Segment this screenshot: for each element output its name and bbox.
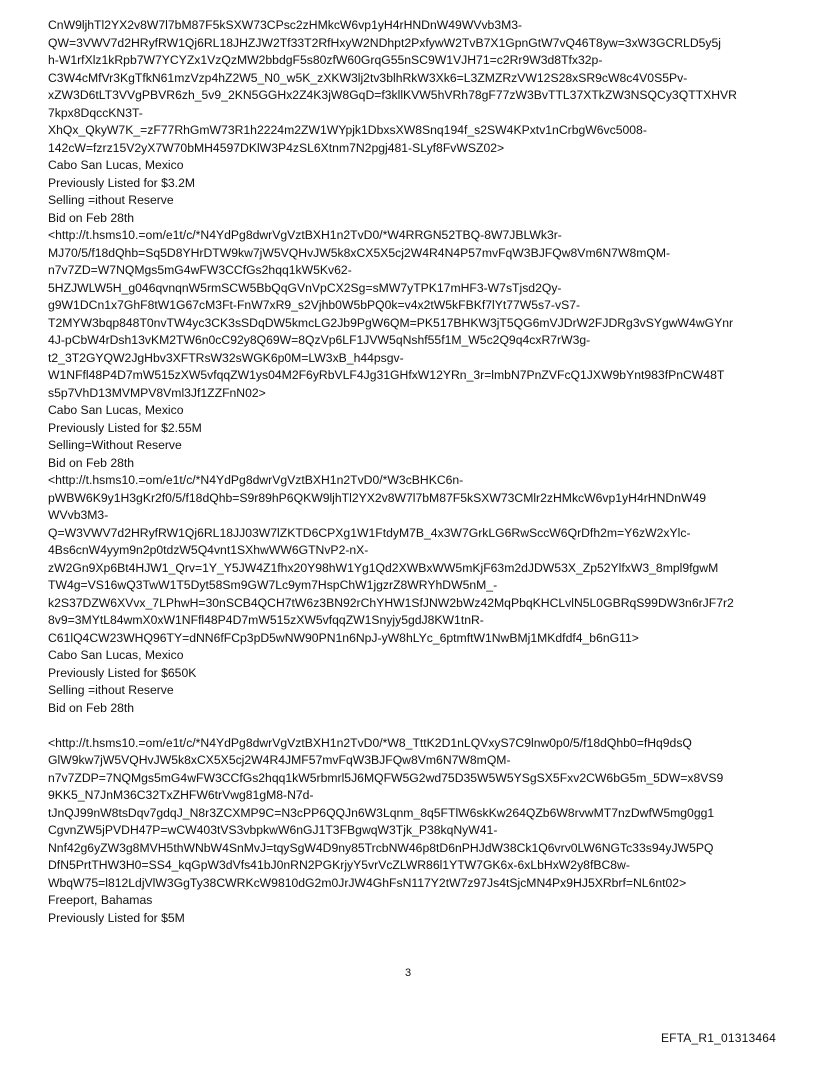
- text-line: 142cW=fzrz15V2yX7W70bMH4597DKlW3P4zSL6Xtnm7N2pgj481-SLyf8FvWSZ02>: [48, 140, 505, 155]
- text-line: <http://t.hsms10.=om/e1t/c/*N4YdPg8dwrVgVztBXH1n2TvD0/*W8_TttK2D1nLQVxyS7C9lnw0p0/5/f18dQhb0=fHq9dsQ: [48, 735, 692, 750]
- text-line: <http://t.hsms10.=om/e1t/c/*N4YdPg8dwrVgVztBXH1n2TvD0/*W3cBHKC6n-: [48, 473, 464, 487]
- email-body: [48, 17, 778, 927]
- text-line: Selling =ithout Reserve: [48, 683, 174, 697]
- text-line: WbqW75=l812LdjVlW3GgTy38CWRKcW9810dG2m0JrJW4GhFsN117Y2tW7z97Js4tSjcMN4Px9HJ5XRbrf=NL6nt02>: [48, 875, 687, 890]
- text-line: xZW3D6tLT3VVgPBVR6zh_5v9_2KN5GGHx2Z4K3jW8GqD=f3kllKVW5hVRh78gF77zW3BvTTL37XTkZW3NSQCy3QTTXHVR: [48, 88, 737, 102]
- text-line: 8v9=3MYtL84wmX0xW1NFfl48P4D7mW515zXW5vfqqZW1Snyjy5gdJ8KW1tnR-: [48, 613, 484, 627]
- text-line: k2S37DZW6XVvx_7LPhwH=30nSCB4QCH7tW6z3BN92rChYHW1SfJNW2bWz42MqPbqKHCLvlN5L0GBRqS99DW3n6rJF7r2: [48, 595, 734, 610]
- text-line: tJnQJ99nW8tsDqv7gdqJ_N8r3ZCXMP9C=N3cPP6QQJn6W3Lqnm_8q5FTlW6skKw264QZb6W8rvwMT7nzDwfW5mg0gg1: [48, 805, 715, 820]
- text-line: QW=3VWV7d2HRyfRW1Qj6RL18JHZJW2Tf33T2RfHxyW2NDhpt2PxfywW2TvB7X1GpnGtW7vQ46T8yw=3xW3GCRLD5y5j: [48, 35, 721, 50]
- text-line: Bid on Feb 28th: [48, 700, 135, 715]
- text-line: 9KK5_N7JnM36C32TxZHFW6trVwg81gM8-N7d-: [48, 788, 314, 802]
- text-line: CgvnZW5jPVDH47P=wCW403tVS3vbpkwW6nGJ1T3FBgwqW3Tjk_P38kqNyW41-: [48, 823, 498, 837]
- text-line: Cabo San Lucas, Mexico: [48, 648, 184, 662]
- text-line: Previously Listed for $650K: [48, 665, 197, 680]
- text-line: T2MYW3bqp848T0nvTW4yc3CK3sSDqDW5kmcLG2Jb9PgW6QM=PK517BHKW3jT5QG6mVJDrW2FJDRg3vSYgwW4wGYnr: [48, 315, 734, 330]
- text-line: <http://t.hsms10.=om/e1t/c/*N4YdPg8dwrVgVztBXH1n2TvD0/*W4RRGN52TBQ-8W7JBLWk3r-: [48, 228, 562, 242]
- text-line: Selling=Without Reserve: [48, 438, 182, 452]
- text-line: Previously Listed for $5M: [48, 910, 185, 925]
- text-line: MJ70/5/f18dQhb=Sq5D8YHrDTW9kw7jW5VQHvJW5k8xCX5X5cj2W4R4N4P57mvFqW3BJFQw8Vm6N7W8mQM-: [48, 245, 671, 260]
- text-line: n7v7ZD=W7NQMgs5mG4wFW3CCfGs2hqq1kW5Kv62-: [48, 263, 352, 277]
- text-line: Bid on Feb 28th: [48, 455, 135, 470]
- text-line: Q=W3VWV7d2HRyfRW1Qj6RL18JJ03W7lZKTD6CPXg1W1FtdyM7B_4x3W7GrkLG6RwSccW6QrDfh2m=Y6zW2xYlc-: [48, 525, 691, 540]
- text-line: XhQx_QkyW7K_=zF77RhGmW73R1h2224m2ZW1WYpjk1DbxsXW8Snq194f_s2SW4KPxtv1nCrbgW6vc5008-: [48, 123, 647, 137]
- text-line: CnW9ljhTl2YX2v8W7l7bM87F5kSXW73CPsc2zHMkcW6vp1yH4rHNDnW49WVvb3M3-: [48, 18, 523, 32]
- text-line: Bid on Feb 28th: [48, 210, 135, 225]
- text-line: g9W1DCn1x7GhF8tW1G67cM3Ft-FnW7xR9_s2Vjhb0W5bPQ0k=v4x2tW5kFBKf7lYt77W5s7-vS7-: [48, 298, 581, 312]
- text-line: Cabo San Lucas, Mexico: [48, 403, 184, 417]
- text-line: Nnf42g6yZW3g8MVH5thWNbW4SnMvJ=tqySgW4D9ny85TrcbNW46p8tD6nPHJdW38Ck1Q6vrv0LW6NGTc33s94yJW5PQ: [48, 840, 714, 855]
- text-line: 4J-pCbW4rDsh13vKM2TW6n0cC92y8Q69W=8QzVp6LF1JVW5qNshf55f1M_W5c2Q9q4cxR7rW3g-: [48, 333, 591, 347]
- text-line: TW4g=VS16wQ3TwW1T5Dyt58Sm9GW7Lc9ym7HspChW1jgzrZ8WRYhDW5nM_-: [48, 578, 498, 592]
- text-line: Selling =ithout Reserve: [48, 193, 174, 207]
- page-number: 3: [404, 967, 412, 979]
- text-line: h-W1rfXlz1kRpb7W7YCYZx1VzQzMW2bbdgF5s80zfW60GrqG55nSC9W1VJH71=c2Rr9W3d8Tfx32p-: [48, 53, 603, 67]
- text-line: s5p7VhD13MVMPV8Vml3Jf1ZZFnN02>: [48, 385, 266, 400]
- text-line: C61lQ4CW23WHQ96TY=dNN6fFCp3pD5wNW90PN1n6NpJ-yW8hLYc_6ptmftW1NwBMj1MKdfdf4_b6nG11>: [48, 630, 639, 645]
- text-line: n7v7ZDP=7NQMgs5mG4wFW3CCfGs2hqq1kW5rbmrl5J6MQFW5G2wd75D35W5W5YSgSX5Fxv2CW6bG5m_5DW=x8VS9: [48, 770, 724, 785]
- text-line: 7kpx8DqccKN3T-: [48, 105, 143, 120]
- text-line: 4Bs6cnW4yym9n2p0tdzW5Q4vnt1SXhwWW6GTNvP2-nX-: [48, 543, 369, 557]
- paragraph-gap: [48, 717, 778, 735]
- document-id: EFTA_R1_01313464: [660, 1031, 776, 1045]
- text-line: Cabo San Lucas, Mexico: [48, 158, 184, 172]
- text-line: GlW9kw7jW5VQHvJW5k8xCX5X5cj2W4R4JMF57mvFqW3BJFQw8Vm6N7W8mQM-: [48, 753, 511, 767]
- text-line: pWBW6K9y1H3gKr2f0/5/f18dQhb=S9r89hP6QKW9ljhTl2YX2v8W7l7bM87F5kSXW73CMlr2zHMkcW6vp1yH4rHNDnW49: [48, 490, 707, 505]
- text-line: DfN5PrtTHW3H0=SS4_kqGpW3dVfs41bJ0nRN2PGKrjyY5vrVcZLWR86l1YTW7GK6x-6xLbHxW2y8fBC8w-: [48, 858, 630, 872]
- text-line: W1NFfl48P4D7mW515zXW5vfqqZW1ys04M2F6yRbVLF4Jg31GHfxW12YRn_3r=lmbN7PnZVFcQ1JXW9bYnt983fPnCW48T: [48, 368, 725, 382]
- text-line: 5HZJWLW5H_g046qvnqnW5rmSCW5BbQqGVnVpCX2Sg=sMW7yTPK17mHF3-W7sTjsd2Qy-: [48, 280, 562, 295]
- text-line: C3W4cMfVr3KgTfkN61mzVzp4hZ2W5_N0_w5K_zXKW3lj2tv3blhRkW3Xk6=L3ZMZRzVW12S28xSR9cW8c4V0S5Pv-: [48, 70, 688, 85]
- text-line: WVvb3M3-: [48, 508, 109, 522]
- text-line: Previously Listed for $3.2M: [48, 175, 195, 190]
- text-line: zW2Gn9Xp6Bt4HJW1_Qrv=1Y_Y5JW4Z1fhx20Y98hW1Yg1Qd2XWBxWW5mKjF63m2dJDW53X_Zp52YlfxW3_8mpl9fgwM: [48, 560, 719, 575]
- text-line: Previously Listed for $2.55M: [48, 420, 202, 435]
- text-line: t2_3T2GYQW2JgHbv3XFTRsW32sWGK6p0M=LW3xB_h44psgv-: [48, 350, 404, 365]
- text-line: Freeport, Bahamas: [48, 893, 153, 907]
